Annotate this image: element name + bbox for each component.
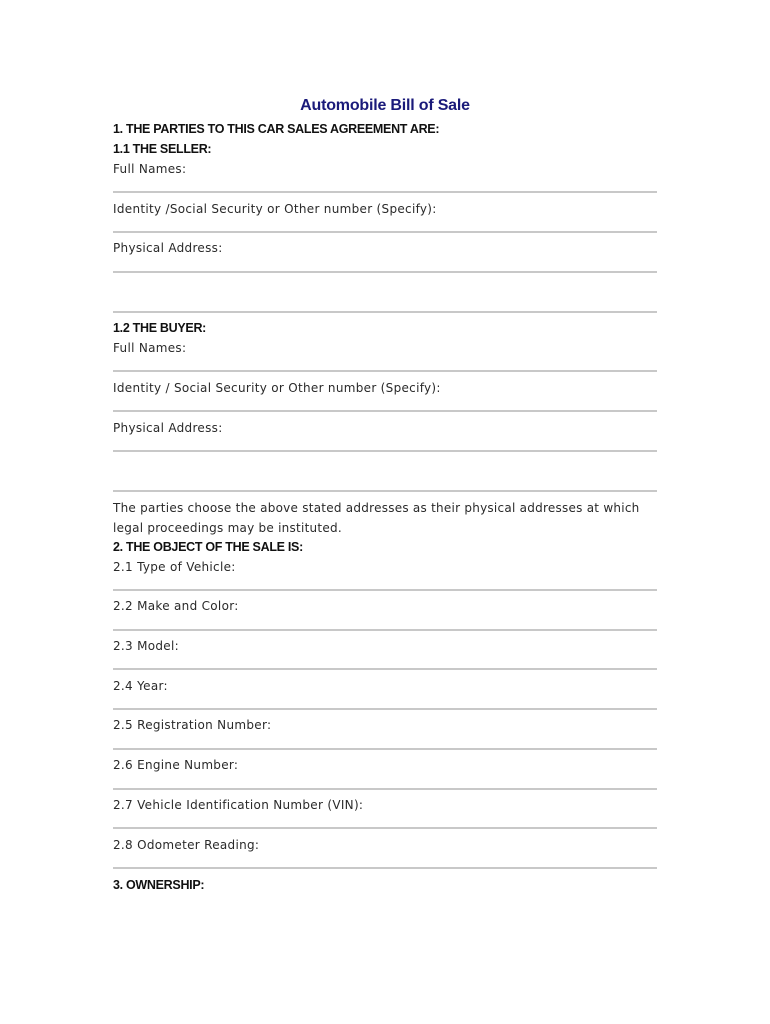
section-3-heading: 3. OWNERSHIP:	[113, 878, 205, 892]
buyer-address-label: Physical Address:	[113, 421, 223, 435]
odometer-reading-line[interactable]	[113, 867, 657, 869]
addresses-note: The parties choose the above stated addresses as their physical addresses at which legal proceedings may be instituted.	[113, 501, 640, 535]
seller-address-line-1[interactable]	[113, 271, 657, 273]
engine-number-line[interactable]	[113, 788, 657, 790]
seller-address-label: Physical Address:	[113, 241, 223, 255]
seller-full-names-label: Full Names:	[113, 162, 187, 176]
seller-heading: 1.1 THE SELLER:	[113, 142, 212, 156]
odometer-reading-label: 2.8 Odometer Reading:	[113, 838, 260, 852]
registration-number-line[interactable]	[113, 748, 657, 750]
section-2-heading: 2. THE OBJECT OF THE SALE IS:	[113, 540, 303, 554]
make-color-line[interactable]	[113, 629, 657, 631]
model-label: 2.3 Model:	[113, 639, 179, 653]
document-title: Automobile Bill of Sale	[300, 97, 470, 114]
vehicle-type-line[interactable]	[113, 589, 657, 591]
registration-number-label: 2.5 Registration Number:	[113, 718, 272, 732]
vin-label: 2.7 Vehicle Identification Number (VIN):	[113, 798, 364, 812]
buyer-address-line-1[interactable]	[113, 450, 657, 452]
buyer-id-line[interactable]	[113, 410, 657, 412]
make-color-label: 2.2 Make and Color:	[113, 599, 239, 613]
section-1-heading: 1. THE PARTIES TO THIS CAR SALES AGREEMENT ARE:	[113, 122, 440, 136]
seller-full-names-line[interactable]	[113, 191, 657, 193]
seller-id-line[interactable]	[113, 231, 657, 233]
buyer-heading: 1.2 THE BUYER:	[113, 321, 207, 335]
buyer-id-label: Identity / Social Security or Other number (Specify):	[113, 381, 441, 395]
seller-address-line-2[interactable]	[113, 311, 657, 313]
model-line[interactable]	[113, 668, 657, 670]
engine-number-label: 2.6 Engine Number:	[113, 758, 239, 772]
buyer-full-names-label: Full Names:	[113, 341, 187, 355]
buyer-full-names-line[interactable]	[113, 370, 657, 372]
year-line[interactable]	[113, 708, 657, 710]
vin-line[interactable]	[113, 827, 657, 829]
buyer-address-line-2[interactable]	[113, 490, 657, 492]
seller-id-label: Identity /Social Security or Other number (Specify):	[113, 202, 437, 216]
vehicle-type-label: 2.1 Type of Vehicle:	[113, 560, 236, 574]
year-label: 2.4 Year:	[113, 679, 168, 693]
